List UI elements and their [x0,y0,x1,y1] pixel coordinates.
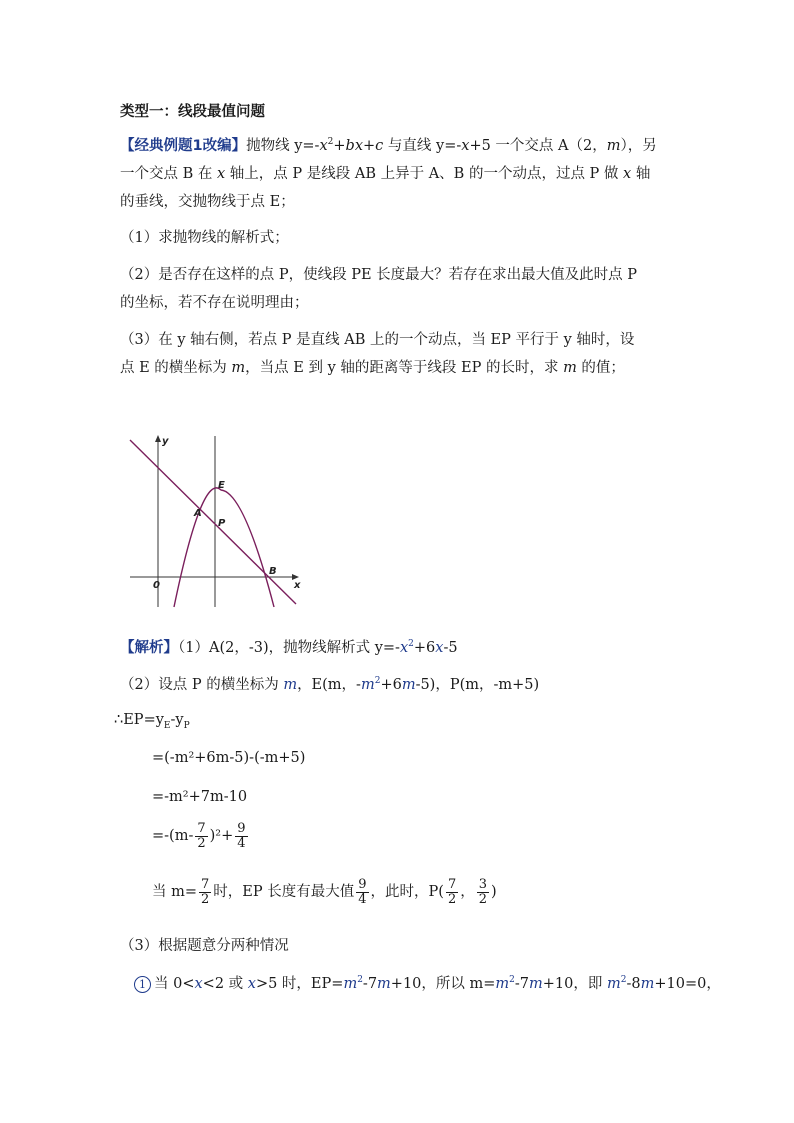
fraction: $\frac{3}{2}$ [478,877,488,907]
origin-label: 0 [153,580,160,591]
question-3-line-2: 点 E 的横坐标为 m，当点 E 到 y 轴的距离等于线段 EP 的长时，求 m 的值； [120,360,625,376]
example-line-3: 的垂线，交抛物线于点 E； [120,194,295,210]
question-3-line-1: （3）在 y 轴右侧，若点 P 是直线 AB 上的一个动点，当 EP 平行于 y 轴时，设 [120,332,635,348]
parabola [174,488,274,607]
example-tag: 【经典例题1改编】 [120,138,247,154]
solution-line-2: （2）设点 P 的横坐标为 m，E(m，$-m^2+6m-5$)，P(m，-m+5) [120,676,540,693]
section-heading: 类型一：线段最值问题 [120,104,265,120]
fraction: $\frac{7}{2}$ [197,821,206,851]
question-1: （1）求抛物线的解析式； [120,230,289,246]
parabola-line-figure [124,432,310,612]
y-axis-label: y [162,436,169,447]
question-2-line-1: （2）是否存在这样的点 P，使线段 PE 长度最大？若存在求出最大值及此时点 P [120,267,638,283]
point-label-e: E [218,480,225,491]
solution-line-1: 【解析】（1）A(2，-3)，抛物线解析式 $y=-x^2+6x-5$ [120,639,458,656]
point-label-a: A [194,508,202,519]
ep-step-3: =-(m- $\frac{7}{2}$ )²+ $\frac{9}{4}$ [152,821,246,851]
fraction: $\frac{9}{4}$ [237,821,246,851]
solution-tag: 【解析】 [120,640,178,656]
case-1: 1 当 0<x<2 或 x>5 时，$EP=m^2-7m+10$，所以 $m=m^2-7m+10$，即 $m^2-8m+10=0$， [134,972,721,993]
ep-definition: $\therefore EP=y_E-y_P$ [114,712,190,731]
example-line-1: 【经典例题1改编】抛物线 $y=-x^2+bx+c$ 与直线 y=-x+5 一个交点 A（2，m），另 [120,137,657,154]
solution-part-3: （3）根据题意分两种情况 [120,938,289,954]
ep-max-statement: 当 m= $\frac{7}{2}$ 时，EP 长度有最大值 $\frac{9}{4}$ ，此时，P( $\frac{7}{2}$ ， $\frac{3}{2}$ ) [152,877,497,907]
fraction: $\frac{9}{4}$ [358,877,367,907]
x-axis-label: x [294,580,301,591]
ep-step-2: =-m²+7m-10 [152,789,248,805]
ep-step-1: =(-m²+6m-5)-(-m+5) [152,750,306,766]
question-2-line-2: 的坐标，若不存在说明理由； [120,295,309,311]
point-label-b: B [269,566,277,577]
circled-number: 1 [134,976,151,993]
fraction: $\frac{7}{2}$ [201,877,210,907]
point-label-p: P [218,518,226,529]
example-line-2: 一个交点 B 在 x 轴上，点 P 是线段 AB 上异于 A、B 的一个动点，过点 P 做 x 轴 [120,166,651,182]
y-axis-arrow [155,435,161,442]
fraction: $\frac{7}{2}$ [447,877,457,907]
